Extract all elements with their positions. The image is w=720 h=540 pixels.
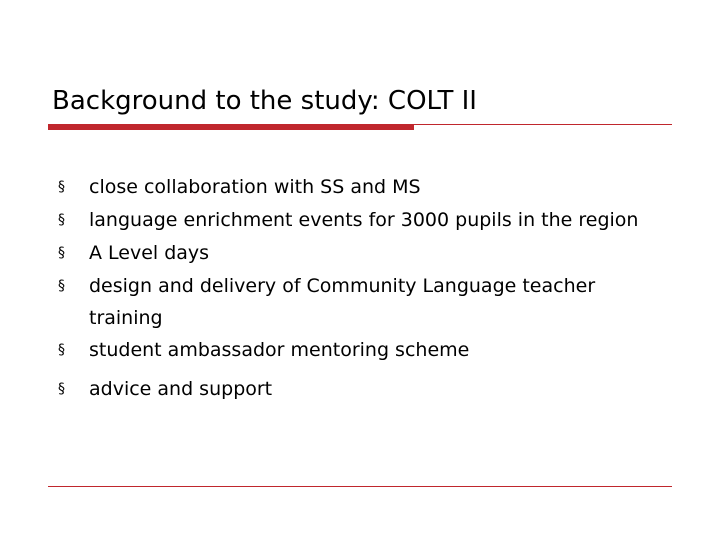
bullet-marker-icon: § (58, 179, 65, 195)
bullet-item (58, 204, 678, 237)
bullet-text: close collaboration with SS and MS (89, 176, 421, 198)
bullet-marker-icon: § (58, 278, 65, 294)
bullet-marker-icon: § (58, 245, 65, 261)
bullet-text: student ambassador mentoring scheme (89, 339, 470, 361)
bullet-item (58, 171, 678, 204)
bullet-text: advice and support (89, 378, 273, 400)
bullet-list (58, 171, 678, 406)
bullet-item (58, 237, 678, 270)
bullet-item (58, 373, 678, 406)
bullet-text: language enrichment events for 3000 pupils in the region (89, 209, 639, 231)
title-underline-accent (48, 124, 414, 130)
slide-title: Background to the study: COLT II (52, 86, 477, 116)
bullet-item (58, 270, 678, 334)
bullet-item (58, 334, 678, 367)
bullet-text: A Level days (89, 242, 210, 264)
bullet-marker-icon: § (58, 212, 65, 228)
bottom-divider (48, 486, 672, 487)
bullet-marker-icon: § (58, 342, 65, 358)
bullet-text: design and delivery of Community Language teacher training (89, 275, 596, 329)
bullet-marker-icon: § (58, 381, 65, 397)
